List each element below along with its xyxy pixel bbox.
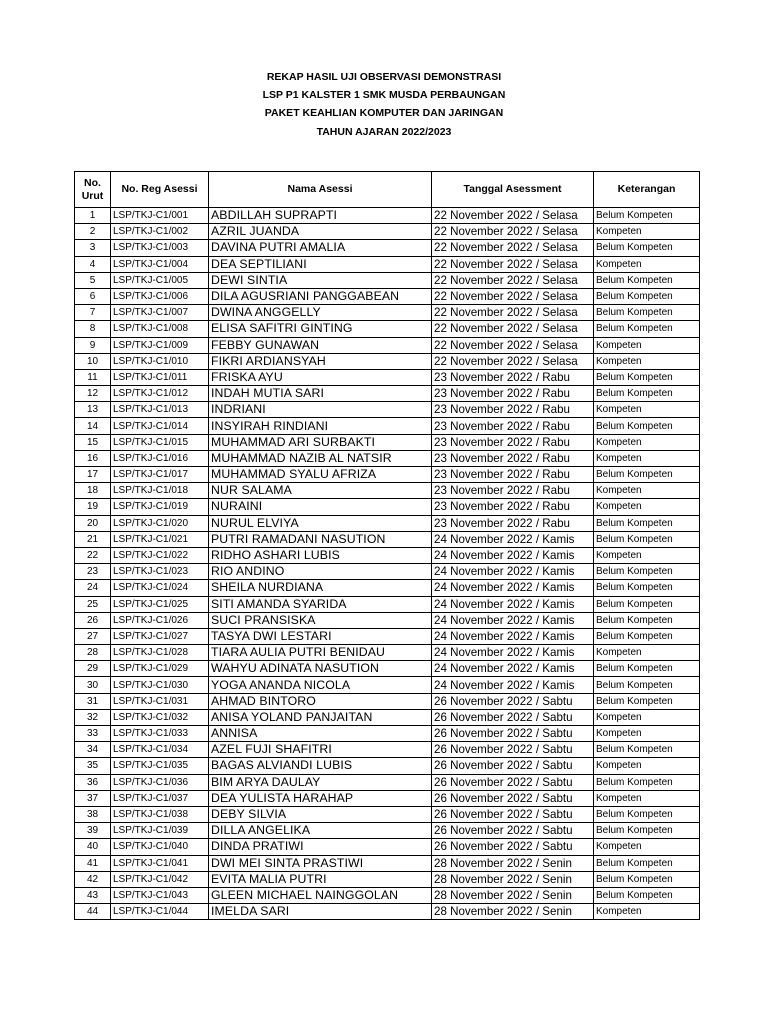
cell-tanggal: 23 November 2022 / Rabu <box>432 434 594 450</box>
cell-keterangan: Kompeten <box>594 758 700 774</box>
table-row <box>75 564 700 580</box>
cell-nama-asessi: SUCI PRANSISKA <box>209 612 432 628</box>
cell-tanggal: 26 November 2022 / Sabtu <box>432 806 594 822</box>
cell-keterangan: Kompeten <box>594 337 700 353</box>
header-nama-asessi: Nama Asessi <box>209 172 432 208</box>
cell-nama-asessi: IMELDA SARI <box>209 904 432 920</box>
cell-keterangan: Belum Kompeten <box>594 288 700 304</box>
cell-nama-asessi: DINDA PRATIWI <box>209 839 432 855</box>
cell-tanggal: 26 November 2022 / Sabtu <box>432 839 594 855</box>
cell-nama-asessi: NUR SALAMA <box>209 483 432 499</box>
cell-reg-asessi: LSP/TKJ-C1/031 <box>111 693 209 709</box>
cell-reg-asessi: LSP/TKJ-C1/010 <box>111 353 209 369</box>
cell-nama-asessi: BAGAS ALVIANDI LUBIS <box>209 758 432 774</box>
cell-keterangan: Belum Kompeten <box>594 467 700 483</box>
cell-nama-asessi: EVITA MALIA PUTRI <box>209 871 432 887</box>
cell-nama-asessi: DEBY SILVIA <box>209 806 432 822</box>
cell-no: 27 <box>75 628 111 644</box>
cell-no: 29 <box>75 661 111 677</box>
cell-no: 20 <box>75 515 111 531</box>
cell-no: 36 <box>75 774 111 790</box>
cell-no: 22 <box>75 547 111 563</box>
cell-no: 33 <box>75 726 111 742</box>
cell-no: 44 <box>75 904 111 920</box>
cell-reg-asessi: LSP/TKJ-C1/019 <box>111 499 209 515</box>
table-row <box>75 904 700 920</box>
cell-keterangan: Belum Kompeten <box>594 677 700 693</box>
cell-keterangan: Belum Kompeten <box>594 580 700 596</box>
cell-tanggal: 23 November 2022 / Rabu <box>432 483 594 499</box>
cell-keterangan: Kompeten <box>594 645 700 661</box>
cell-reg-asessi: LSP/TKJ-C1/014 <box>111 418 209 434</box>
cell-tanggal: 22 November 2022 / Selasa <box>432 208 594 224</box>
cell-keterangan: Belum Kompeten <box>594 418 700 434</box>
cell-nama-asessi: INSYIRAH RINDIANI <box>209 418 432 434</box>
cell-no: 9 <box>75 337 111 353</box>
cell-keterangan: Belum Kompeten <box>594 823 700 839</box>
table-row <box>75 402 700 418</box>
table-row <box>75 208 700 224</box>
cell-tanggal: 23 November 2022 / Rabu <box>432 386 594 402</box>
cell-nama-asessi: YOGA ANANDA NICOLA <box>209 677 432 693</box>
cell-keterangan: Belum Kompeten <box>594 305 700 321</box>
cell-reg-asessi: LSP/TKJ-C1/037 <box>111 790 209 806</box>
cell-no: 30 <box>75 677 111 693</box>
cell-tanggal: 24 November 2022 / Kamis <box>432 677 594 693</box>
cell-no: 6 <box>75 288 111 304</box>
cell-reg-asessi: LSP/TKJ-C1/017 <box>111 467 209 483</box>
table-row <box>75 386 700 402</box>
cell-tanggal: 24 November 2022 / Kamis <box>432 645 594 661</box>
table-row <box>75 887 700 903</box>
heading-program: PAKET KEAHLIAN KOMPUTER DAN JARINGAN <box>264 107 504 120</box>
cell-tanggal: 26 November 2022 / Sabtu <box>432 790 594 806</box>
cell-keterangan: Belum Kompeten <box>594 531 700 547</box>
cell-keterangan: Belum Kompeten <box>594 774 700 790</box>
table-row <box>75 483 700 499</box>
cell-nama-asessi: INDRIANI <box>209 402 432 418</box>
cell-keterangan: Belum Kompeten <box>594 628 700 644</box>
cell-keterangan: Belum Kompeten <box>594 515 700 531</box>
cell-no: 25 <box>75 596 111 612</box>
table-row <box>75 353 700 369</box>
cell-no: 19 <box>75 499 111 515</box>
cell-tanggal: 23 November 2022 / Rabu <box>432 499 594 515</box>
cell-keterangan: Kompeten <box>594 450 700 466</box>
cell-nama-asessi: MUHAMMAD ARI SURBAKTI <box>209 434 432 450</box>
cell-no: 24 <box>75 580 111 596</box>
header-no-urut <box>75 172 111 208</box>
cell-keterangan: Kompeten <box>594 904 700 920</box>
table-row <box>75 709 700 725</box>
cell-tanggal: 28 November 2022 / Senin <box>432 904 594 920</box>
cell-nama-asessi: FEBBY GUNAWAN <box>209 337 432 353</box>
cell-tanggal: 22 November 2022 / Selasa <box>432 240 594 256</box>
cell-reg-asessi: LSP/TKJ-C1/033 <box>111 726 209 742</box>
cell-reg-asessi: LSP/TKJ-C1/005 <box>111 272 209 288</box>
cell-tanggal: 24 November 2022 / Kamis <box>432 564 594 580</box>
cell-keterangan: Belum Kompeten <box>594 208 700 224</box>
cell-nama-asessi: RIO ANDINO <box>209 564 432 580</box>
cell-reg-asessi: LSP/TKJ-C1/034 <box>111 742 209 758</box>
cell-nama-asessi: RIDHO ASHARI LUBIS <box>209 547 432 563</box>
cell-keterangan: Belum Kompeten <box>594 871 700 887</box>
cell-keterangan: Belum Kompeten <box>594 240 700 256</box>
header-no-line1: No. <box>84 176 101 189</box>
cell-keterangan: Belum Kompeten <box>594 386 700 402</box>
cell-keterangan: Belum Kompeten <box>594 661 700 677</box>
cell-no: 41 <box>75 855 111 871</box>
header-keterangan: Keterangan <box>594 172 700 208</box>
cell-reg-asessi: LSP/TKJ-C1/011 <box>111 369 209 385</box>
header-tanggal-asessment: Tanggal Asessment <box>432 172 594 208</box>
assessment-table <box>74 171 700 920</box>
cell-tanggal: 26 November 2022 / Sabtu <box>432 758 594 774</box>
cell-reg-asessi: LSP/TKJ-C1/032 <box>111 709 209 725</box>
table-row <box>75 855 700 871</box>
cell-tanggal: 23 November 2022 / Rabu <box>432 467 594 483</box>
table-row <box>75 871 700 887</box>
cell-reg-asessi: LSP/TKJ-C1/039 <box>111 823 209 839</box>
cell-reg-asessi: LSP/TKJ-C1/001 <box>111 208 209 224</box>
cell-keterangan: Belum Kompeten <box>594 369 700 385</box>
cell-reg-asessi: LSP/TKJ-C1/003 <box>111 240 209 256</box>
cell-nama-asessi: DWI MEI SINTA PRASTIWI <box>209 855 432 871</box>
cell-tanggal: 22 November 2022 / Selasa <box>432 288 594 304</box>
cell-nama-asessi: ELISA SAFITRI GINTING <box>209 321 432 337</box>
table-row <box>75 596 700 612</box>
cell-no: 43 <box>75 887 111 903</box>
cell-no: 32 <box>75 709 111 725</box>
cell-nama-asessi: INDAH MUTIA SARI <box>209 386 432 402</box>
cell-keterangan: Kompeten <box>594 839 700 855</box>
cell-reg-asessi: LSP/TKJ-C1/027 <box>111 628 209 644</box>
table-row <box>75 677 700 693</box>
cell-tanggal: 28 November 2022 / Senin <box>432 887 594 903</box>
cell-nama-asessi: NURUL ELVIYA <box>209 515 432 531</box>
cell-nama-asessi: GLEEN MICHAEL NAINGGOLAN <box>209 887 432 903</box>
cell-nama-asessi: MUHAMMAD SYALU AFRIZA <box>209 467 432 483</box>
cell-reg-asessi: LSP/TKJ-C1/038 <box>111 806 209 822</box>
table-row <box>75 369 700 385</box>
cell-reg-asessi: LSP/TKJ-C1/026 <box>111 612 209 628</box>
table-row <box>75 742 700 758</box>
cell-no: 23 <box>75 564 111 580</box>
cell-reg-asessi: LSP/TKJ-C1/016 <box>111 450 209 466</box>
heading-institution: LSP P1 KALSTER 1 SMK MUSDA PERBAUNGAN <box>262 89 506 102</box>
cell-nama-asessi: NURAINI <box>209 499 432 515</box>
cell-reg-asessi: LSP/TKJ-C1/012 <box>111 386 209 402</box>
cell-reg-asessi: LSP/TKJ-C1/023 <box>111 564 209 580</box>
cell-keterangan: Belum Kompeten <box>594 564 700 580</box>
cell-nama-asessi: DWINA ANGGELLY <box>209 305 432 321</box>
cell-tanggal: 24 November 2022 / Kamis <box>432 628 594 644</box>
cell-tanggal: 22 November 2022 / Selasa <box>432 337 594 353</box>
cell-nama-asessi: FIKRI ARDIANSYAH <box>209 353 432 369</box>
cell-nama-asessi: AZRIL JUANDA <box>209 224 432 240</box>
cell-tanggal: 22 November 2022 / Selasa <box>432 305 594 321</box>
table-row <box>75 693 700 709</box>
cell-reg-asessi: LSP/TKJ-C1/040 <box>111 839 209 855</box>
table-row <box>75 531 700 547</box>
cell-reg-asessi: LSP/TKJ-C1/007 <box>111 305 209 321</box>
cell-nama-asessi: ANNISA <box>209 726 432 742</box>
table-row <box>75 515 700 531</box>
cell-reg-asessi: LSP/TKJ-C1/030 <box>111 677 209 693</box>
table-row <box>75 612 700 628</box>
header-no-line2: Urut <box>81 189 104 202</box>
cell-no: 35 <box>75 758 111 774</box>
table-row <box>75 321 700 337</box>
cell-tanggal: 22 November 2022 / Selasa <box>432 272 594 288</box>
cell-reg-asessi: LSP/TKJ-C1/015 <box>111 434 209 450</box>
cell-no: 8 <box>75 321 111 337</box>
table-row <box>75 806 700 822</box>
cell-nama-asessi: WAHYU ADINATA NASUTION <box>209 661 432 677</box>
cell-reg-asessi: LSP/TKJ-C1/035 <box>111 758 209 774</box>
cell-keterangan: Belum Kompeten <box>594 321 700 337</box>
cell-no: 38 <box>75 806 111 822</box>
cell-reg-asessi: LSP/TKJ-C1/028 <box>111 645 209 661</box>
cell-nama-asessi: AHMAD BINTORO <box>209 693 432 709</box>
cell-no: 31 <box>75 693 111 709</box>
cell-no: 21 <box>75 531 111 547</box>
cell-reg-asessi: LSP/TKJ-C1/009 <box>111 337 209 353</box>
table-row <box>75 272 700 288</box>
cell-keterangan: Belum Kompeten <box>594 612 700 628</box>
cell-reg-asessi: LSP/TKJ-C1/041 <box>111 855 209 871</box>
table-row <box>75 774 700 790</box>
cell-keterangan: Belum Kompeten <box>594 806 700 822</box>
cell-keterangan: Belum Kompeten <box>594 272 700 288</box>
table-row <box>75 839 700 855</box>
cell-keterangan: Kompeten <box>594 547 700 563</box>
table-row <box>75 661 700 677</box>
cell-no: 34 <box>75 742 111 758</box>
cell-keterangan: Kompeten <box>594 483 700 499</box>
cell-tanggal: 22 November 2022 / Selasa <box>432 256 594 272</box>
cell-no: 13 <box>75 402 111 418</box>
cell-nama-asessi: DAVINA PUTRI AMALIA <box>209 240 432 256</box>
cell-reg-asessi: LSP/TKJ-C1/008 <box>111 321 209 337</box>
cell-keterangan: Belum Kompeten <box>594 855 700 871</box>
cell-tanggal: 26 November 2022 / Sabtu <box>432 823 594 839</box>
cell-nama-asessi: ANISA YOLAND PANJAITAN <box>209 709 432 725</box>
cell-nama-asessi: AZEL FUJI SHAFITRI <box>209 742 432 758</box>
table-row <box>75 224 700 240</box>
cell-reg-asessi: LSP/TKJ-C1/042 <box>111 871 209 887</box>
cell-tanggal: 23 November 2022 / Rabu <box>432 515 594 531</box>
table-row <box>75 758 700 774</box>
cell-no: 12 <box>75 386 111 402</box>
cell-no: 2 <box>75 224 111 240</box>
cell-reg-asessi: LSP/TKJ-C1/021 <box>111 531 209 547</box>
cell-nama-asessi: DEA SEPTILIANI <box>209 256 432 272</box>
header-reg-asessi: No. Reg Asessi <box>111 172 209 208</box>
cell-reg-asessi: LSP/TKJ-C1/018 <box>111 483 209 499</box>
cell-keterangan: Kompeten <box>594 709 700 725</box>
cell-keterangan: Kompeten <box>594 402 700 418</box>
heading-academic-year: TAHUN AJARAN 2022/2023 <box>316 125 452 138</box>
cell-tanggal: 26 November 2022 / Sabtu <box>432 709 594 725</box>
cell-reg-asessi: LSP/TKJ-C1/043 <box>111 887 209 903</box>
cell-keterangan: Kompeten <box>594 224 700 240</box>
cell-no: 26 <box>75 612 111 628</box>
cell-reg-asessi: LSP/TKJ-C1/004 <box>111 256 209 272</box>
cell-tanggal: 23 November 2022 / Rabu <box>432 369 594 385</box>
cell-no: 40 <box>75 839 111 855</box>
cell-keterangan: Kompeten <box>594 256 700 272</box>
cell-nama-asessi: DILA AGUSRIANI PANGGABEAN <box>209 288 432 304</box>
cell-reg-asessi: LSP/TKJ-C1/044 <box>111 904 209 920</box>
cell-reg-asessi: LSP/TKJ-C1/013 <box>111 402 209 418</box>
cell-tanggal: 23 November 2022 / Rabu <box>432 418 594 434</box>
cell-keterangan: Kompeten <box>594 434 700 450</box>
cell-tanggal: 22 November 2022 / Selasa <box>432 321 594 337</box>
table-row <box>75 434 700 450</box>
cell-no: 1 <box>75 208 111 224</box>
cell-keterangan: Belum Kompeten <box>594 693 700 709</box>
cell-nama-asessi: DEA YULISTA HARAHAP <box>209 790 432 806</box>
cell-nama-asessi: SITI AMANDA SYARIDA <box>209 596 432 612</box>
table-row <box>75 288 700 304</box>
cell-no: 15 <box>75 434 111 450</box>
document-heading <box>0 68 768 141</box>
cell-keterangan: Belum Kompeten <box>594 742 700 758</box>
table-body <box>75 208 700 920</box>
cell-nama-asessi: TASYA DWI LESTARI <box>209 628 432 644</box>
table-row <box>75 305 700 321</box>
cell-keterangan: Kompeten <box>594 499 700 515</box>
cell-reg-asessi: LSP/TKJ-C1/006 <box>111 288 209 304</box>
cell-keterangan: Belum Kompeten <box>594 596 700 612</box>
cell-nama-asessi: ABDILLAH SUPRAPTI <box>209 208 432 224</box>
cell-tanggal: 24 November 2022 / Kamis <box>432 531 594 547</box>
cell-tanggal: 26 November 2022 / Sabtu <box>432 726 594 742</box>
cell-reg-asessi: LSP/TKJ-C1/024 <box>111 580 209 596</box>
cell-no: 42 <box>75 871 111 887</box>
cell-no: 11 <box>75 369 111 385</box>
table-row <box>75 790 700 806</box>
cell-nama-asessi: PUTRI RAMADANI NASUTION <box>209 531 432 547</box>
table-row <box>75 645 700 661</box>
cell-reg-asessi: LSP/TKJ-C1/029 <box>111 661 209 677</box>
cell-reg-asessi: LSP/TKJ-C1/022 <box>111 547 209 563</box>
table-row <box>75 450 700 466</box>
cell-no: 39 <box>75 823 111 839</box>
table-row <box>75 628 700 644</box>
cell-keterangan: Belum Kompeten <box>594 887 700 903</box>
cell-no: 5 <box>75 272 111 288</box>
table-row <box>75 499 700 515</box>
table-row <box>75 256 700 272</box>
cell-tanggal: 24 November 2022 / Kamis <box>432 547 594 563</box>
cell-reg-asessi: LSP/TKJ-C1/002 <box>111 224 209 240</box>
table-row <box>75 580 700 596</box>
cell-keterangan: Kompeten <box>594 353 700 369</box>
cell-tanggal: 22 November 2022 / Selasa <box>432 224 594 240</box>
table-row <box>75 823 700 839</box>
cell-reg-asessi: LSP/TKJ-C1/020 <box>111 515 209 531</box>
cell-no: 10 <box>75 353 111 369</box>
cell-tanggal: 24 November 2022 / Kamis <box>432 596 594 612</box>
cell-keterangan: Kompeten <box>594 726 700 742</box>
cell-nama-asessi: TIARA AULIA PUTRI BENIDAU <box>209 645 432 661</box>
table-row <box>75 240 700 256</box>
cell-reg-asessi: LSP/TKJ-C1/036 <box>111 774 209 790</box>
table-row <box>75 547 700 563</box>
cell-tanggal: 24 November 2022 / Kamis <box>432 580 594 596</box>
cell-tanggal: 26 November 2022 / Sabtu <box>432 774 594 790</box>
cell-tanggal: 24 November 2022 / Kamis <box>432 661 594 677</box>
cell-nama-asessi: DEWI SINTIA <box>209 272 432 288</box>
cell-tanggal: 23 November 2022 / Rabu <box>432 402 594 418</box>
cell-no: 28 <box>75 645 111 661</box>
cell-no: 14 <box>75 418 111 434</box>
cell-no: 37 <box>75 790 111 806</box>
cell-no: 16 <box>75 450 111 466</box>
cell-nama-asessi: SHEILA NURDIANA <box>209 580 432 596</box>
cell-tanggal: 26 November 2022 / Sabtu <box>432 693 594 709</box>
cell-tanggal: 23 November 2022 / Rabu <box>432 450 594 466</box>
cell-reg-asessi: LSP/TKJ-C1/025 <box>111 596 209 612</box>
table-row <box>75 467 700 483</box>
table-row <box>75 726 700 742</box>
cell-no: 4 <box>75 256 111 272</box>
cell-keterangan: Kompeten <box>594 790 700 806</box>
cell-nama-asessi: FRISKA AYU <box>209 369 432 385</box>
cell-nama-asessi: DILLA ANGELIKA <box>209 823 432 839</box>
cell-tanggal: 28 November 2022 / Senin <box>432 871 594 887</box>
heading-title: REKAP HASIL UJI OBSERVASI DEMONSTRASI <box>266 71 502 83</box>
cell-no: 18 <box>75 483 111 499</box>
cell-nama-asessi: MUHAMMAD NAZIB AL NATSIR <box>209 450 432 466</box>
cell-tanggal: 28 November 2022 / Senin <box>432 855 594 871</box>
cell-no: 17 <box>75 467 111 483</box>
table-row <box>75 337 700 353</box>
cell-no: 7 <box>75 305 111 321</box>
cell-nama-asessi: BIM ARYA DAULAY <box>209 774 432 790</box>
table-header-row <box>75 172 700 208</box>
cell-tanggal: 22 November 2022 / Selasa <box>432 353 594 369</box>
cell-no: 3 <box>75 240 111 256</box>
cell-tanggal: 26 November 2022 / Sabtu <box>432 742 594 758</box>
table-row <box>75 418 700 434</box>
cell-tanggal: 24 November 2022 / Kamis <box>432 612 594 628</box>
